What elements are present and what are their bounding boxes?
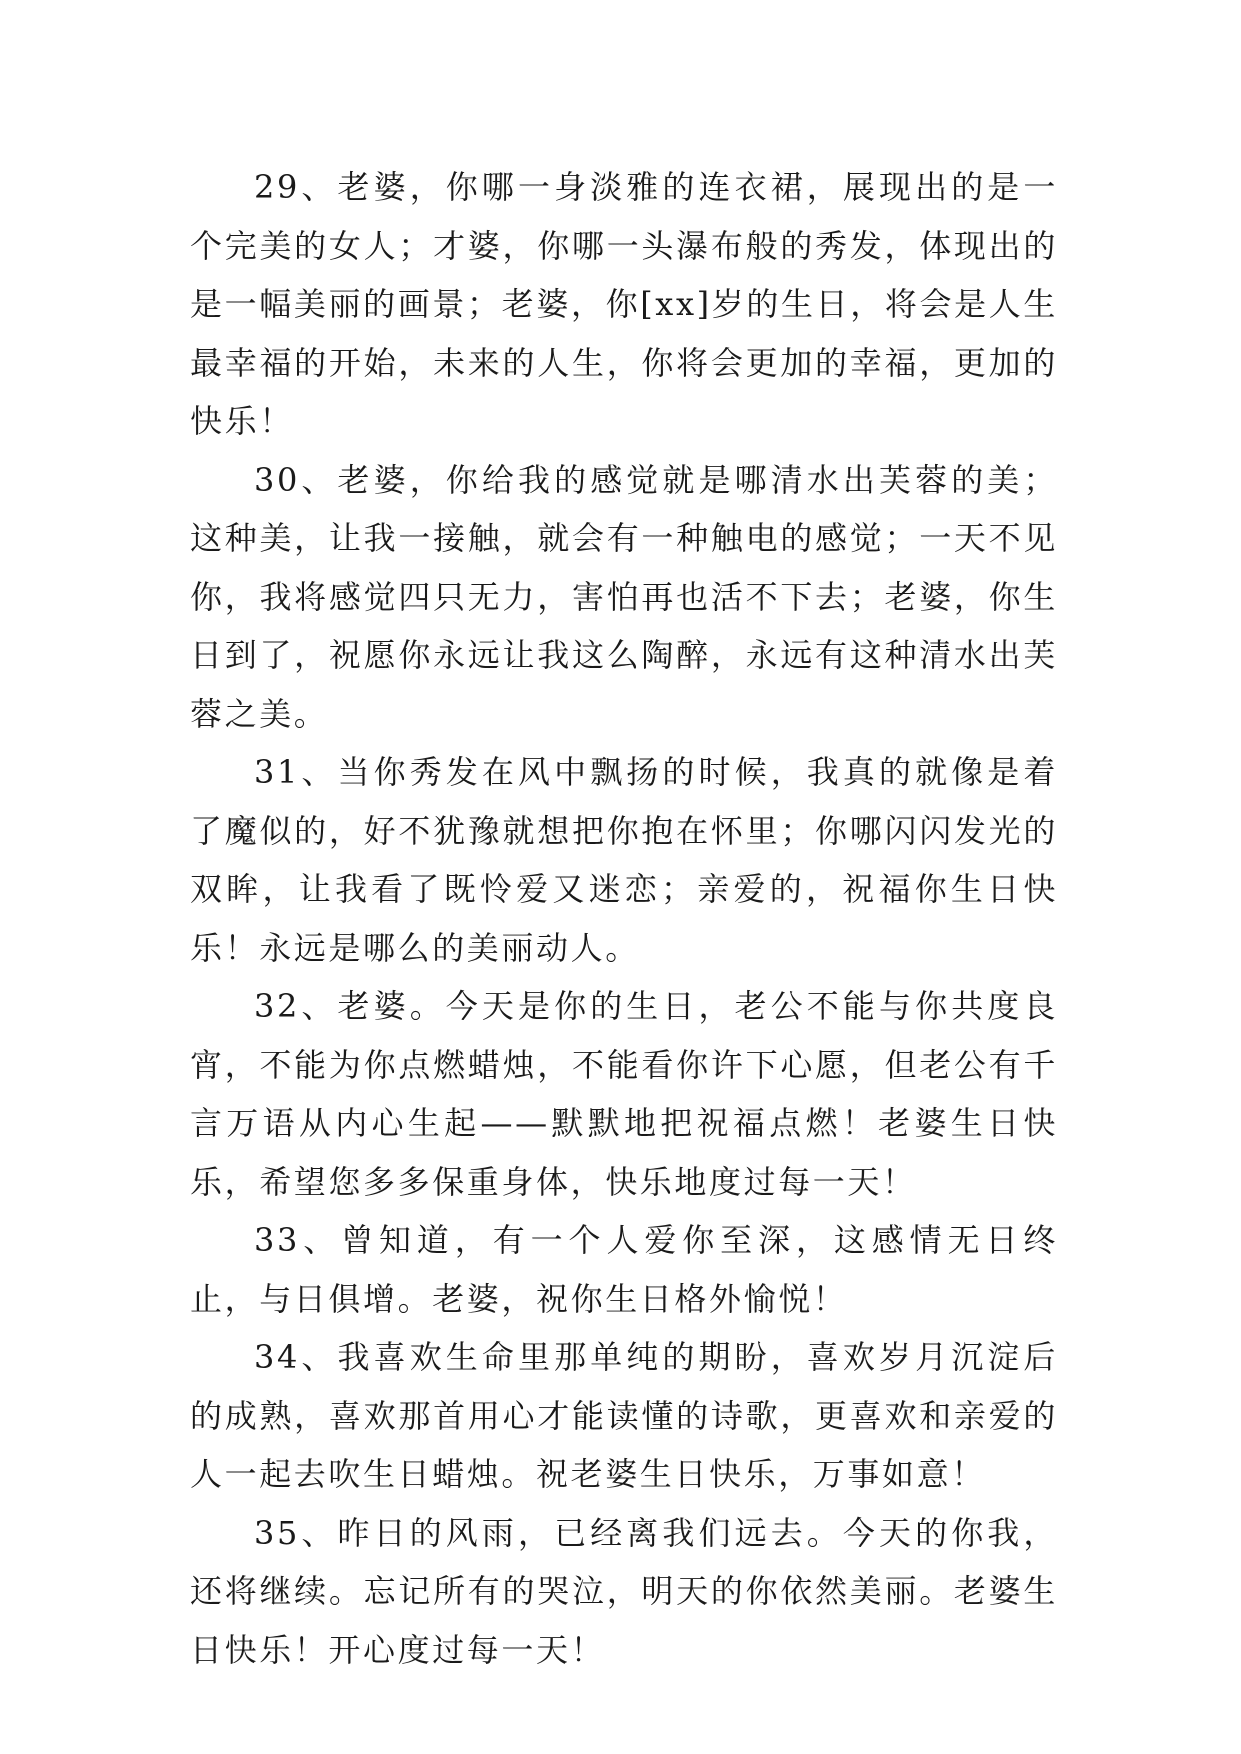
paragraph-30: 30、老婆，你给我的感觉就是哪清水出芙蓉的美；这种美，让我一接触，就会有一种触电的感觉；一天不见你，我将感觉四只无力，害怕再也活不下去；老婆，你生日到了，祝愿你永远让我这么陶醉，永远有这种清水出芙蓉之美。 bbox=[190, 460, 1058, 733]
paragraph-32: 32、老婆。今天是你的生日，老公不能与你共度良宵，不能为你点燃蜡烛，不能看你许下心愿，但老公有千言万语从内心生起——默默地把祝福点燃！老婆生日快乐，希望您多多保重身体，快乐地度过每一天！ bbox=[190, 987, 1058, 1201]
paragraph-33: 33、曾知道，有一个人爱你至深，这感情无日终止，与日俱增。老婆，祝你生日格外愉悦！ bbox=[190, 1221, 1058, 1318]
document-body bbox=[190, 158, 1058, 1679]
paragraph-31: 31、当你秀发在风中飘扬的时候，我真的就像是着了魔似的，好不犹豫就想把你抱在怀里；你哪闪闪发光的双眸，让我看了既怜爱又迷恋；亲爱的，祝福你生日快乐！永远是哪么的美丽动人。 bbox=[190, 753, 1058, 967]
paragraph-34: 34、我喜欢生命里那单纯的期盼，喜欢岁月沉淀后的成熟，喜欢那首用心才能读懂的诗歌，更喜欢和亲爱的人一起去吹生日蜡烛。祝老婆生日快乐，万事如意！ bbox=[190, 1338, 1058, 1493]
paragraph-35: 35、昨日的风雨，已经离我们远去。今天的你我，还将继续。忘记所有的哭泣，明天的你依然美丽。老婆生日快乐！开心度过每一天！ bbox=[190, 1513, 1058, 1669]
paragraph-29: 29、老婆，你哪一身淡雅的连衣裙，展现出的是一个完美的女人；才婆，你哪一头瀑布般的秀发，体现出的是一幅美丽的画景；老婆，你[xx]岁的生日，将会是人生最幸福的开始，未来的人生，你将会更加的幸福，更加的快乐！ bbox=[190, 168, 1058, 440]
